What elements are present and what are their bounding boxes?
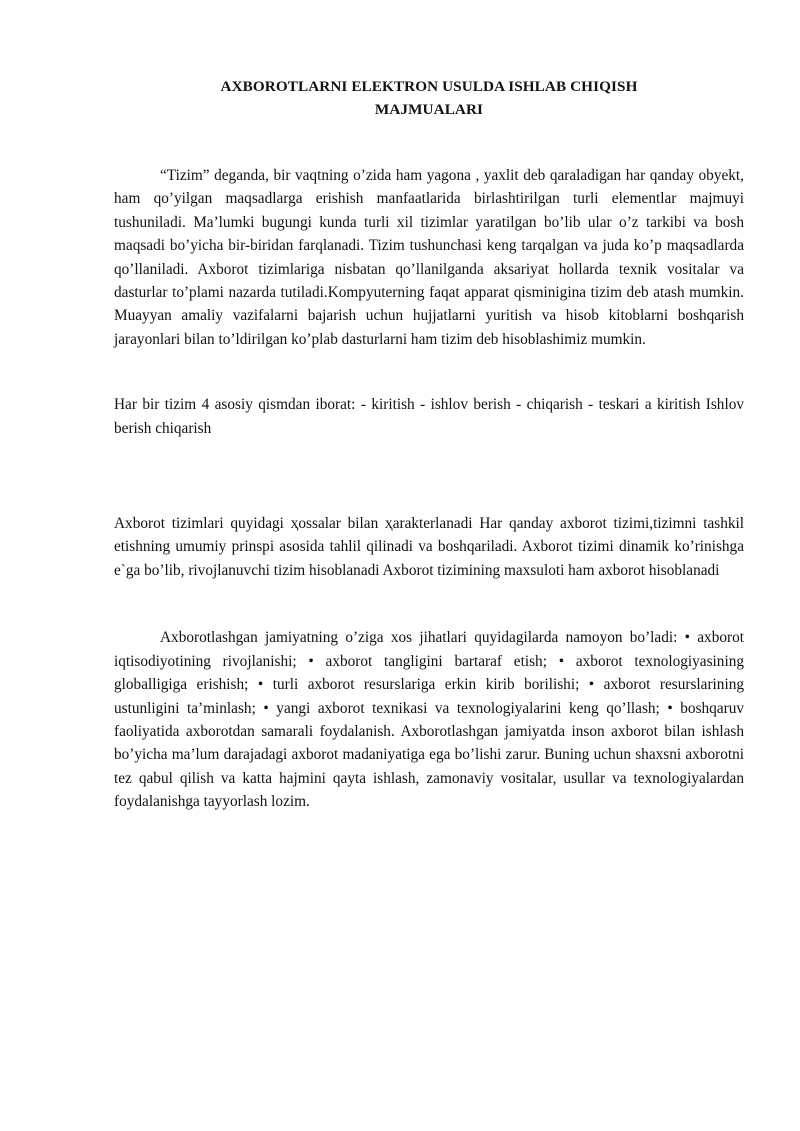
- document-content: [114, 0, 744, 814]
- body-paragraph-2: Har bir tizim 4 asosiy qismdan iborat: - kiritish - ishlov berish - chiqarish - teskari a kiritish Ishlov berish chiqarish: [114, 396, 744, 437]
- page-title-line-1: AXBOROTLARNI ELEKTRON USULDA ISHLAB CHIQISH: [220, 78, 638, 95]
- spacer-paragraph-3-to-4: [114, 582, 744, 626]
- spacer-paragraph-1-to-2: [114, 351, 744, 393]
- body-paragraph-4: Axborotlashgan jamiyatning o’ziga xos jihatlari quyidagilarda namoyon bo’ladi: • axborot iqtisodiyotining rivojlanishi; • axborot tangligini bartaraf etish; • axborot texnologiyasining globalligiga erishish; • turli axborot resurslariga erkin kirib borilishi; • axborot resurslarining ustunligini ta’minlash; • yangi axborot texnikasi va texnologiyalarini keng qo’llash; • boshqaruv faoliyatida axborotdan samarali foydalanish. Axborotlashgan jamiyatda inson axborot bilan ishlash bo’yicha ma’lum darajadagi axborot madaniyatiga ega bo’lishi zarur. Buning uchun shaxsni axborotni tez qabul qilish va katta hajmini qayta ishlash, zamonaviy vositalar, usullar va texnologiyalardan foydalanishga tayyorlash lozim.: [114, 629, 744, 811]
- page-title-line-2: MAJMUALARI: [374, 101, 484, 118]
- body-paragraph-1: “Tizim” deganda, bir vaqtning o’zida ham yagona , yaxlit deb qaraladigan har qanday obyekt, ham qo’yilgan maqsadlarga erishish manfaatlarida birlashtirilgan turli elementlar majmuyi tushuniladi. Ma’lumki bugungi kunda turli xil tizimlar yaratilgan bo’lib ular o’z tarkibi va bosh maqsadi bo’yicha bir-biridan farqlanadi. Tizim tushunchasi keng tarqalgan va juda ko’p maqsadlarda qo’llaniladi. Axborot tizimlariga nisbatan qo’llanilganda aksariyat hollarda texnik vositalar va dasturlar to’plami nazarda tutiladi.Kompyuterning faqat apparat qisminigina tizim deb atash mumkin. Muayyan amaliy vazifalarni bajarish uchun hujjatlarni yuritish va hisob kitoblarni boshqarish jarayonlari bilan to’ldirilgan ko’plab dasturlarni ham tizim deb hisoblashimiz mumkin.: [114, 167, 744, 348]
- page-title: [114, 0, 744, 121]
- body-paragraph-3: Axborot tizimlari quyidagi ҳossalar bilan ҳarakterlanadi Har qanday axborot tizimi,tizimni tashkil etishning umumiy prinspi asosida tahlil qilinadi va boshqariladi. Axborot tizimi dinamik ko’rinishga e`ga bo’lib, rivojlanuvchi tizim hisoblanadi Axborot tizimining maxsuloti ham axborot hisoblanadi: [114, 515, 744, 579]
- spacer-paragraph-2-to-3: [114, 440, 744, 512]
- spacer-title-to-paragraph-1: [114, 121, 744, 164]
